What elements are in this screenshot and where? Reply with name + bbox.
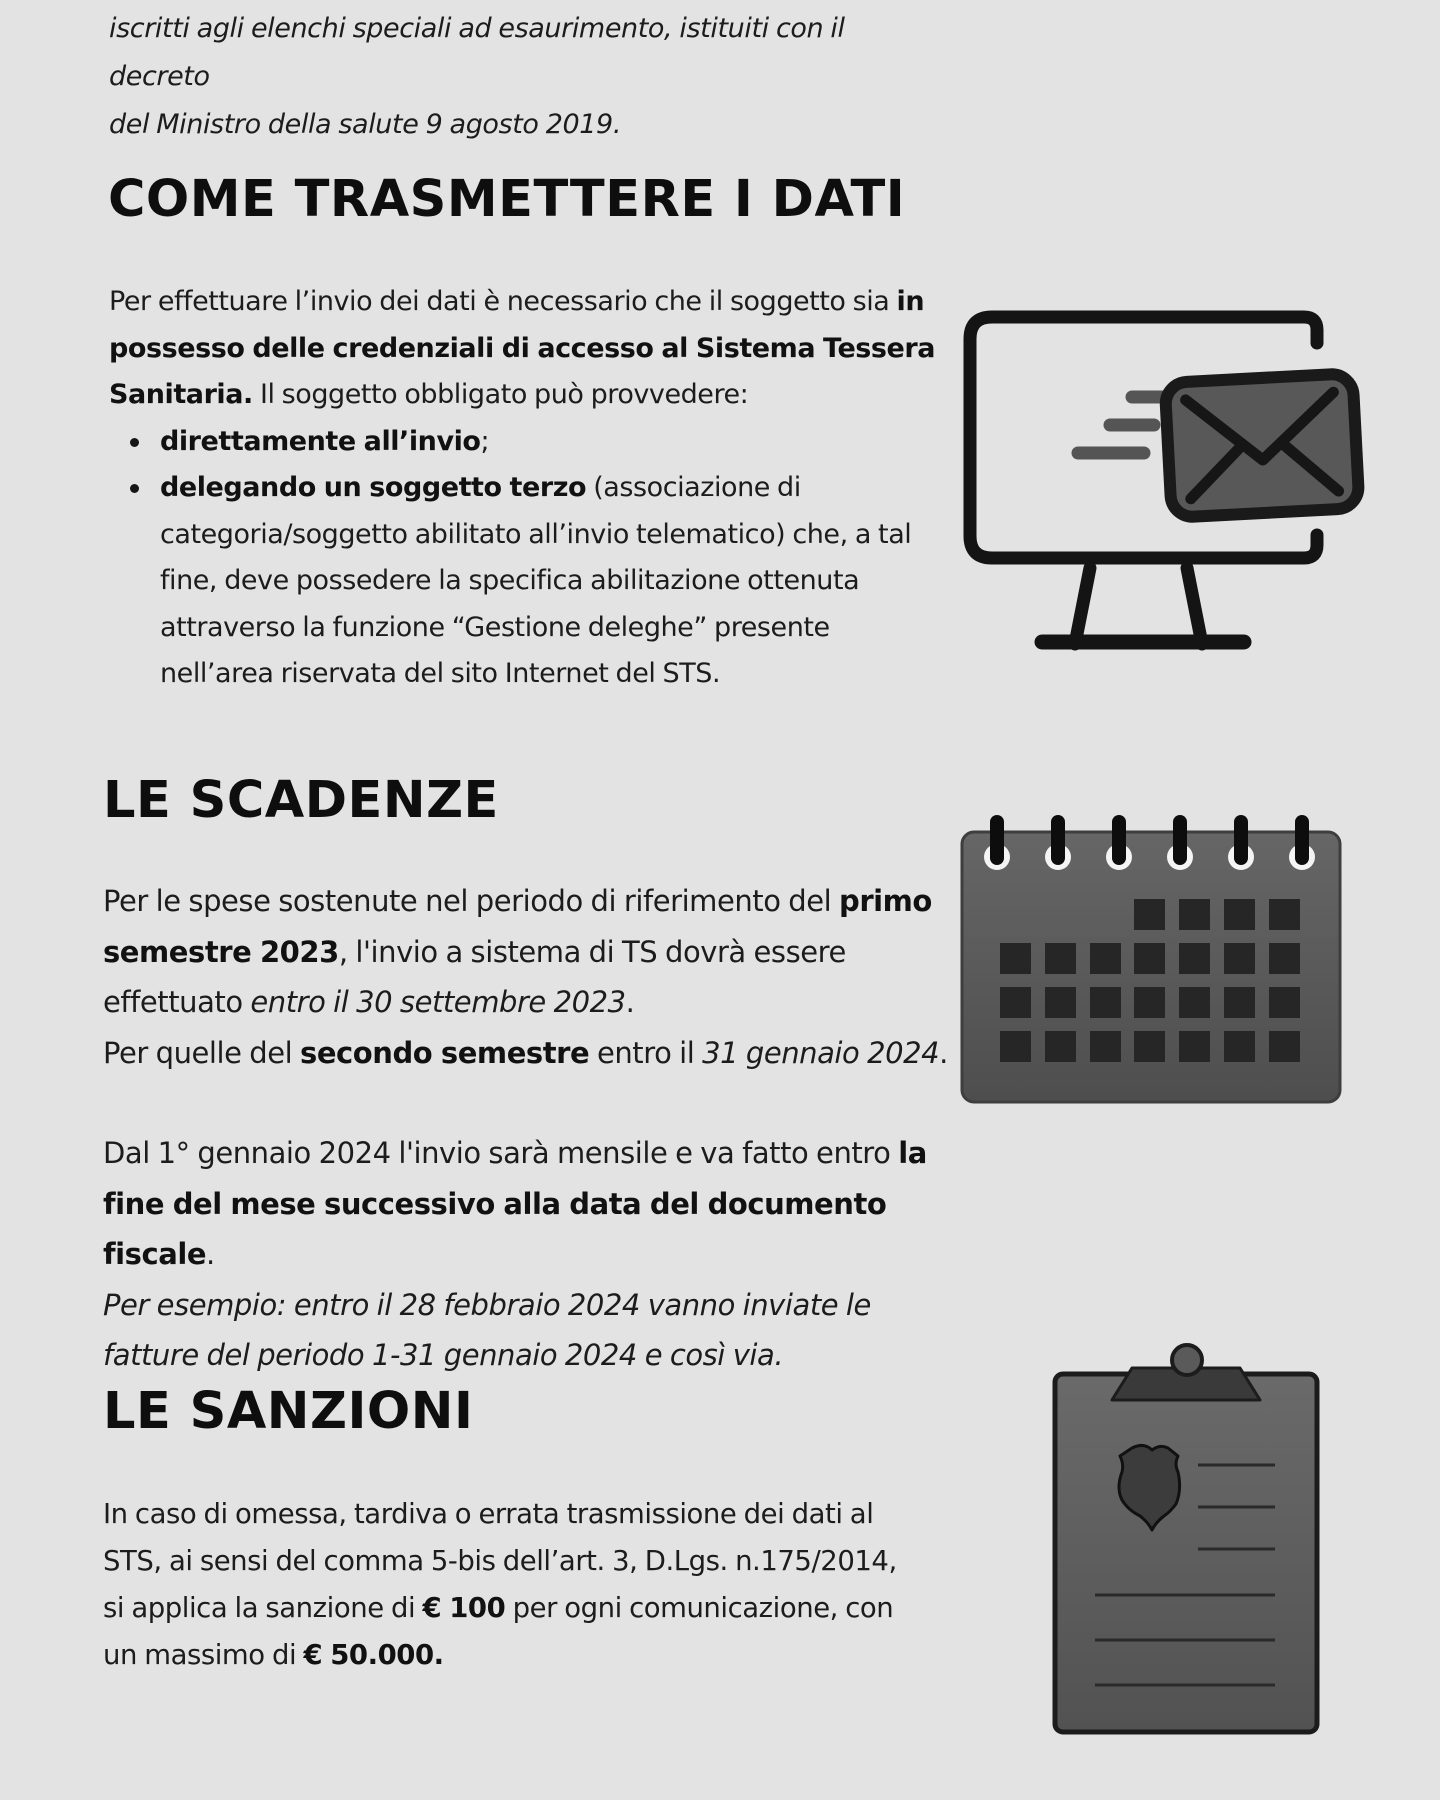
bullet-1-bold: direttamente all’invio xyxy=(160,425,481,457)
calendar-icon xyxy=(955,810,1345,1110)
heading-le-sanzioni: LE SANZIONI xyxy=(103,1382,474,1441)
scadenze-paragraph-1 xyxy=(103,876,953,1078)
sanzioni-max-amount: € 50.000. xyxy=(303,1639,444,1671)
scadenze-p3-b: la fine del mese successivo alla data del documento fiscale xyxy=(103,1136,927,1271)
scadenze-p2-b: secondo semestre xyxy=(300,1035,590,1070)
scadenze-p2-e: . xyxy=(939,1035,948,1070)
delivery-options-list xyxy=(109,419,949,698)
bullet-2-bold: delegando un soggetto terzo xyxy=(160,472,587,503)
sanzioni-text-a: In caso di omessa, tardiva o errata trasmissione dei dati al STS, ai sensi del comma 5-bis dell’art. 3, D.Lgs. n.175/2014, si applica la sanzione di xyxy=(103,1498,897,1624)
scadenze-p1-b: primo semestre 2023 xyxy=(103,884,932,969)
trasmissione-text-start: Per effettuare l’invio dei dati è necessario che il soggetto sia xyxy=(109,286,897,317)
bullet-1-rest: ; xyxy=(480,425,490,457)
scadenze-p2-a: Per quelle del xyxy=(103,1035,301,1070)
scadenze-p2-d: 31 gennaio 2024 xyxy=(702,1035,940,1070)
scadenze-p1-e: . xyxy=(625,985,635,1019)
sanzioni-paragraph xyxy=(103,1491,913,1679)
scadenze-p1-d: entro il 30 settembre 2023 xyxy=(250,985,626,1019)
clipboard-badge-icon xyxy=(1050,1340,1340,1740)
list-item xyxy=(160,465,949,698)
trasmissione-text-end: Il soggetto obbligato può provvedere: xyxy=(252,379,749,410)
scadenze-example: Per esempio: entro il 28 febbraio 2024 vanno inviate le fatture del periodo 1-31 gennaio 2024 e così via. xyxy=(103,1287,871,1372)
trasmissione-paragraph xyxy=(109,279,949,698)
scadenze-p2-c: entro il xyxy=(589,1035,703,1070)
scadenze-paragraph-2 xyxy=(103,1128,953,1381)
scadenze-p3-c: . xyxy=(206,1237,215,1271)
trasmissione-text-bold: in possesso delle credenziali di accesso al Sistema Tessera Sanitaria. xyxy=(109,286,936,410)
heading-come-trasmettere: COME TRASMETTERE I DATI xyxy=(108,170,906,229)
computer-mail-icon xyxy=(960,310,1380,660)
scadenze-p1-c: , l'invio a sistema di TS dovrà essere effettuato xyxy=(103,934,846,1019)
intro-line-2: del Ministro della salute 9 agosto 2019. xyxy=(109,109,622,140)
sanzioni-amount: € 100 xyxy=(422,1592,506,1624)
sanzioni-text-c: per ogni comunicazione, con un massimo di xyxy=(103,1592,894,1671)
heading-le-scadenze: LE SCADENZE xyxy=(103,771,499,830)
bullet-2-rest: (associazione di categoria/soggetto abilitato all’invio telematico) che, a tal fine, deve possedere la specifica abilitazione ottenuta attraverso la funzione “Gestione deleghe” presente nell’area riservata del sito Internet del STS. xyxy=(160,472,912,689)
intro-line-1: iscritti agli elenchi speciali ad esaurimento, istituiti con il decreto xyxy=(109,13,845,92)
scadenze-p1-a: Per le spese sostenute nel periodo di riferimento del xyxy=(103,884,840,918)
scadenze-p3-a: Dal 1° gennaio 2024 l'invio sarà mensile e va fatto entro xyxy=(103,1136,899,1170)
intro-text xyxy=(109,5,939,149)
list-item xyxy=(160,419,949,466)
